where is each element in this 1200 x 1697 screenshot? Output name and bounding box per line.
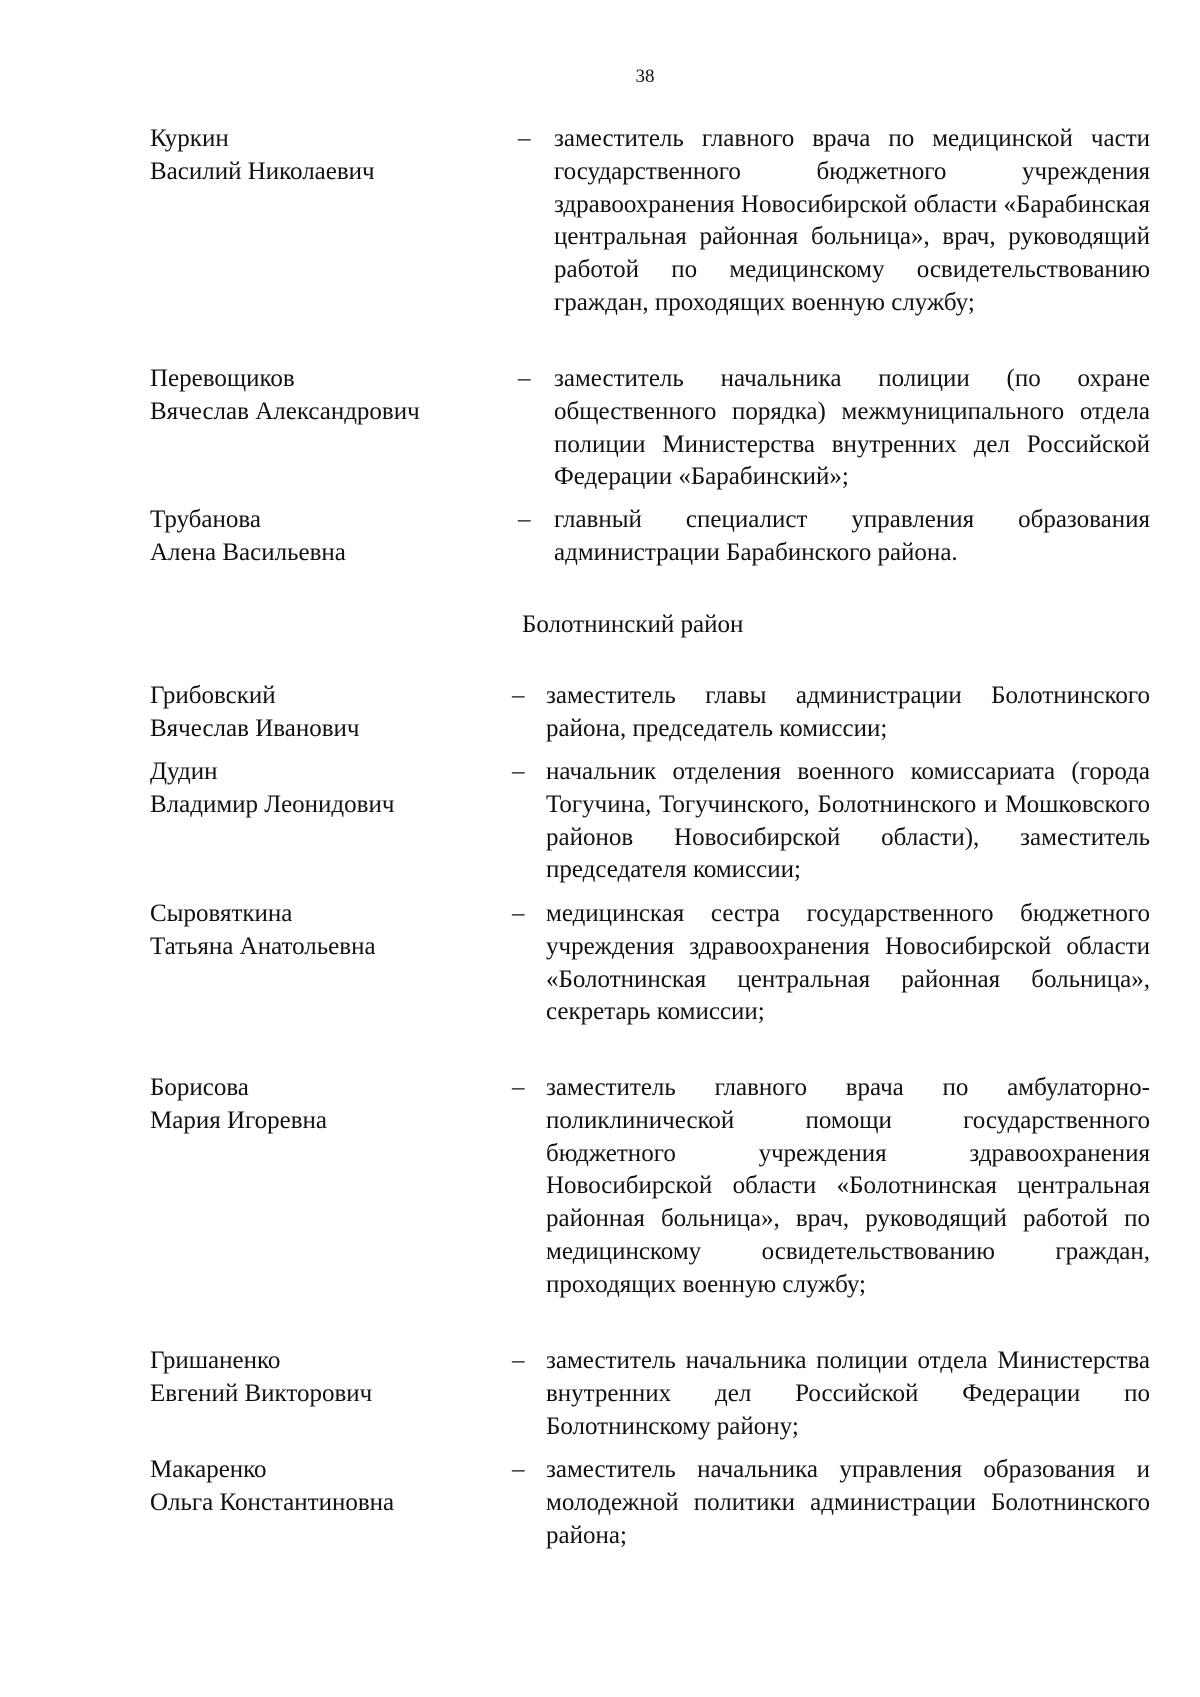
dash: – [512, 1347, 525, 1374]
member-position: медицинская сестра государственного бюджетного учреждения здравоохранения Новосибирской области «Болотнинская центральная районная больница», секретарь комиссии; [546, 900, 1150, 1026]
dash: – [518, 365, 531, 392]
member-position: заместитель главного врача по медицинской части государственного бюджетного учреждения здравоохранения Новосибирской области «Барабинская центральная районная больница», врач, руководящий работой по медицинскому освидетельствованию граждан, проходящих военную службу; [554, 125, 1150, 316]
member-name [150, 363, 510, 429]
member-name [150, 680, 510, 746]
member-surname: Грибовский [150, 682, 276, 709]
member-name [150, 1072, 510, 1138]
member-name [150, 898, 510, 964]
member-surname: Сыровяткина [150, 900, 293, 927]
member-given-names: Василий Николаевич [150, 157, 375, 185]
member-position: заместитель начальника полиции (по охране общественного порядка) межмуниципального отдела полиции Министерства внутренних дел Российской Федерации «Барабинский»; [554, 365, 1150, 491]
section-heading: Болотнинский район [522, 611, 744, 638]
member-name [150, 1345, 510, 1411]
member-given-names: Мария Игоревна [150, 1106, 328, 1134]
member-position: заместитель начальника полиции отдела Министерства внутренних дел Российской Федерации по Болотнинскому району; [546, 1347, 1150, 1440]
member-position: заместитель главы администрации Болотнинского района, председатель комиссии; [546, 682, 1150, 742]
member-given-names: Вячеслав Александрович [150, 397, 420, 425]
dash: – [512, 758, 525, 785]
member-given-names: Владимир Леонидович [150, 790, 395, 818]
dash: – [518, 506, 531, 533]
page-number: 38 [635, 66, 655, 87]
dash: – [518, 125, 531, 152]
member-surname: Перевощиков [150, 365, 295, 392]
member-position: заместитель начальника управления образования и молодежной политики администрации Болотнинского района; [546, 1456, 1150, 1549]
member-name [150, 1454, 510, 1520]
member-surname: Куркин [150, 125, 229, 152]
member-position: начальник отделения военного комиссариата (города Тогучина, Тогучинского, Болотнинского и Мошковского районов Новосибирской области), заместитель председателя комиссии; [546, 758, 1150, 884]
member-surname: Дудин [150, 758, 218, 785]
member-given-names: Татьяна Анатольевна [150, 932, 376, 960]
member-name [150, 504, 510, 570]
member-given-names: Евгений Викторович [150, 1379, 373, 1407]
member-given-names: Вячеслав Иванович [150, 714, 360, 742]
member-position: главный специалист управления образования администрации Барабинского района. [554, 506, 1150, 566]
dash: – [512, 1074, 525, 1101]
member-position: заместитель главного врача по амбулаторно-поликлинической помощи государственного бюджетного учреждения здравоохранения Новосибирской области «Болотнинская центральная районная больница», врач, руководящий работой по медицинскому освидетельствованию граждан, проходящих военную службу; [546, 1074, 1150, 1298]
member-given-names: Ольга Константиновна [150, 1488, 395, 1516]
member-surname: Трубанова [150, 506, 261, 533]
member-surname: Гришаненко [150, 1347, 281, 1374]
dash: – [512, 1456, 525, 1483]
member-given-names: Алена Васильевна [150, 538, 346, 566]
member-surname: Макаренко [150, 1456, 267, 1483]
member-name [150, 756, 510, 822]
dash: – [512, 682, 525, 709]
member-surname: Борисова [150, 1074, 249, 1101]
member-name [150, 123, 510, 189]
dash: – [512, 900, 525, 927]
